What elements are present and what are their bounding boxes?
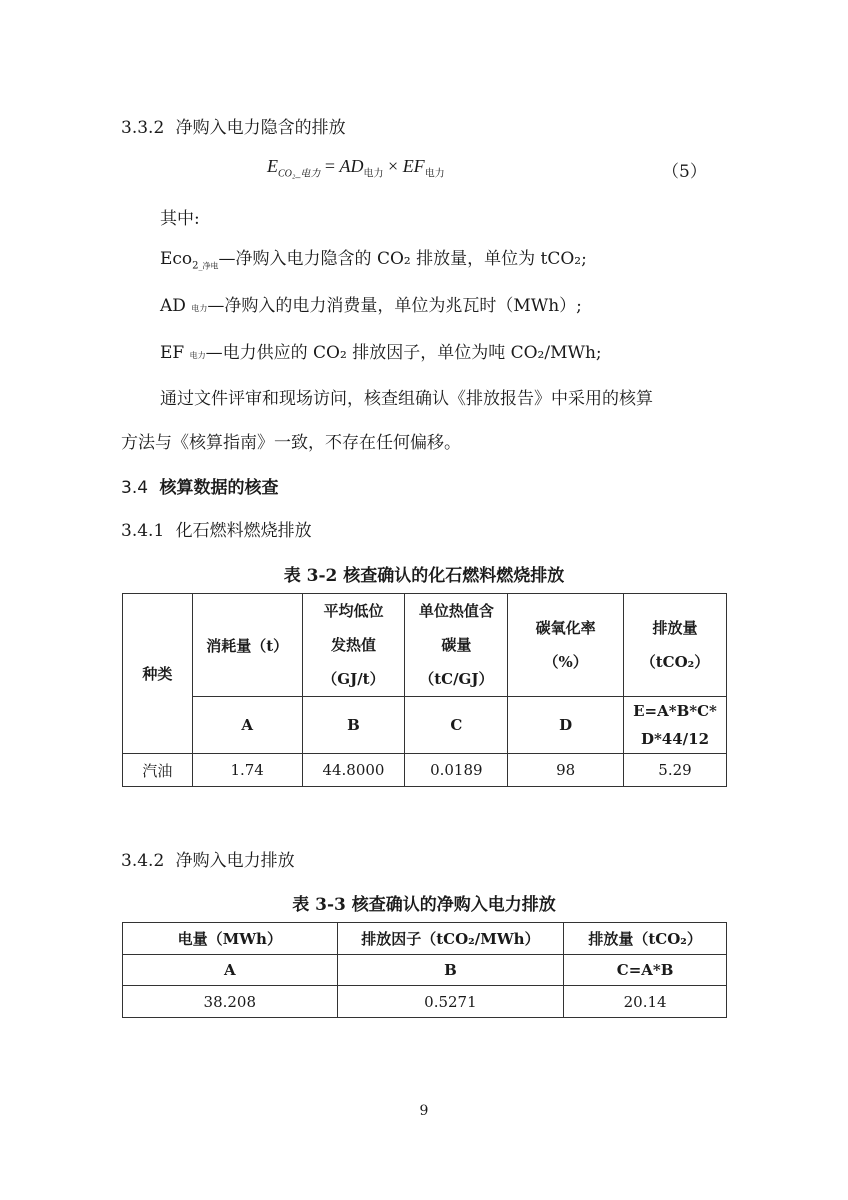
header-ox-line-1: 碳氧化率 — [535, 619, 596, 637]
cell-emission: 20.14 — [564, 986, 727, 1018]
header-oxidation — [508, 594, 624, 697]
table-row — [123, 754, 727, 787]
equation-times: × — [383, 156, 403, 176]
header-ncv-line-2: 发热值 — [330, 636, 376, 654]
definition-text: —电力供应的 CO₂ 排放因子，单位为吨 CO₂/MWh; — [205, 343, 602, 363]
cell-oxidation: 98 — [508, 754, 624, 787]
cell-ncv: 44.8000 — [302, 754, 405, 787]
header-emission — [624, 594, 727, 697]
cell-emission: 5.29 — [624, 754, 727, 787]
table-3-2 — [122, 593, 727, 787]
equation — [267, 156, 445, 180]
definition-sub2: 电力 — [189, 351, 206, 360]
section-number: 3.3.2 — [121, 118, 165, 138]
section-title: 核算数据的核查 — [159, 478, 279, 498]
section-heading-342 — [121, 846, 295, 871]
header-kind: 种类 — [123, 594, 193, 754]
code-a: A — [123, 955, 338, 986]
page-number: 9 — [419, 1103, 429, 1119]
section-number: 3.4.2 — [121, 851, 165, 871]
definition-text: —净购入的电力消费量，单位为兆瓦时（MWh）; — [207, 296, 582, 316]
equation-number: （5） — [662, 162, 707, 182]
definition-ef — [160, 338, 602, 363]
header-cc-line-2: 碳量 — [441, 636, 472, 654]
header-ox-line-2: （%） — [543, 653, 588, 671]
equation-ef: EF — [402, 156, 425, 176]
header-ncv — [302, 594, 405, 697]
code-e-line-1: E=A*B*C* — [633, 702, 717, 720]
header-factor: 排放因子（tCO₂/MWh） — [337, 923, 564, 955]
header-consumption: 消耗量（t） — [192, 594, 302, 697]
section-title: 化石燃料燃烧排放 — [175, 521, 312, 541]
definition-symbol: AD — [160, 296, 186, 316]
section-heading-332 — [121, 113, 346, 138]
paragraph-line-2: 方法与《核算指南》一致，不存在任何偏移。 — [121, 433, 461, 453]
cell-consumption: 1.74 — [192, 754, 302, 787]
table-3-3-caption: 表 3-3 核查确认的净购入电力排放 — [292, 895, 556, 915]
definition-symbol: EF — [160, 343, 185, 363]
code-c: C — [405, 697, 508, 754]
definition-ad — [160, 291, 582, 316]
definition-sub2: 电力 — [191, 304, 208, 313]
section-number: 3.4.1 — [121, 521, 165, 541]
where-label: 其中: — [160, 209, 200, 229]
definition-sub2: _净电 — [198, 261, 219, 271]
equation-ad: AD — [339, 156, 364, 176]
equation-ef-sub: 电力 — [424, 168, 445, 180]
definition-symbol: Eco — [160, 249, 193, 269]
section-number: 3.4 — [121, 478, 149, 498]
header-ncv-line-1: 平均低位 — [323, 602, 384, 620]
code-e — [624, 697, 727, 754]
header-em-line-2: （tCO₂） — [640, 653, 710, 671]
section-heading-34 — [121, 473, 278, 498]
section-heading-341 — [121, 516, 312, 541]
code-c: C=A*B — [564, 955, 727, 986]
cell-power: 38.208 — [123, 986, 338, 1018]
code-d: D — [508, 697, 624, 754]
table-3-2-caption: 表 3-2 核查确认的化石燃料燃烧排放 — [283, 566, 565, 586]
cell-carbon-content: 0.0189 — [405, 754, 508, 787]
header-ncv-line-3: （GJ/t） — [322, 670, 385, 688]
code-e-line-2: D*44/12 — [640, 730, 710, 748]
cell-kind: 汽油 — [123, 754, 193, 787]
header-cc-line-3: （tC/GJ） — [419, 670, 494, 688]
paragraph-line-1: 通过文件评审和现场访问，核查组确认《排放报告》中采用的核算 — [160, 389, 653, 409]
header-cc-line-1: 单位热值含 — [418, 602, 494, 620]
header-carbon-content — [405, 594, 508, 697]
equation-equals: = — [320, 156, 340, 176]
table-row — [123, 986, 727, 1018]
definition-sub: 2 — [192, 260, 199, 272]
equation-lhs-sub: CO₂_电力 — [278, 168, 321, 180]
section-title: 净购入电力排放 — [175, 851, 295, 871]
table-3-3 — [122, 922, 727, 1018]
section-title: 净购入电力隐含的排放 — [175, 118, 346, 138]
cell-factor: 0.5271 — [337, 986, 564, 1018]
code-a: A — [192, 697, 302, 754]
header-emission: 排放量（tCO₂） — [564, 923, 727, 955]
header-power: 电量（MWh） — [123, 923, 338, 955]
equation-ad-sub: 电力 — [363, 168, 384, 180]
code-b: B — [337, 955, 564, 986]
definition-text: —净购入电力隐含的 CO₂ 排放量，单位为 tCO₂; — [218, 249, 587, 269]
code-b: B — [302, 697, 405, 754]
definition-co2 — [160, 244, 587, 271]
header-em-line-1: 排放量 — [652, 619, 698, 637]
equation-lhs: E — [267, 156, 278, 176]
